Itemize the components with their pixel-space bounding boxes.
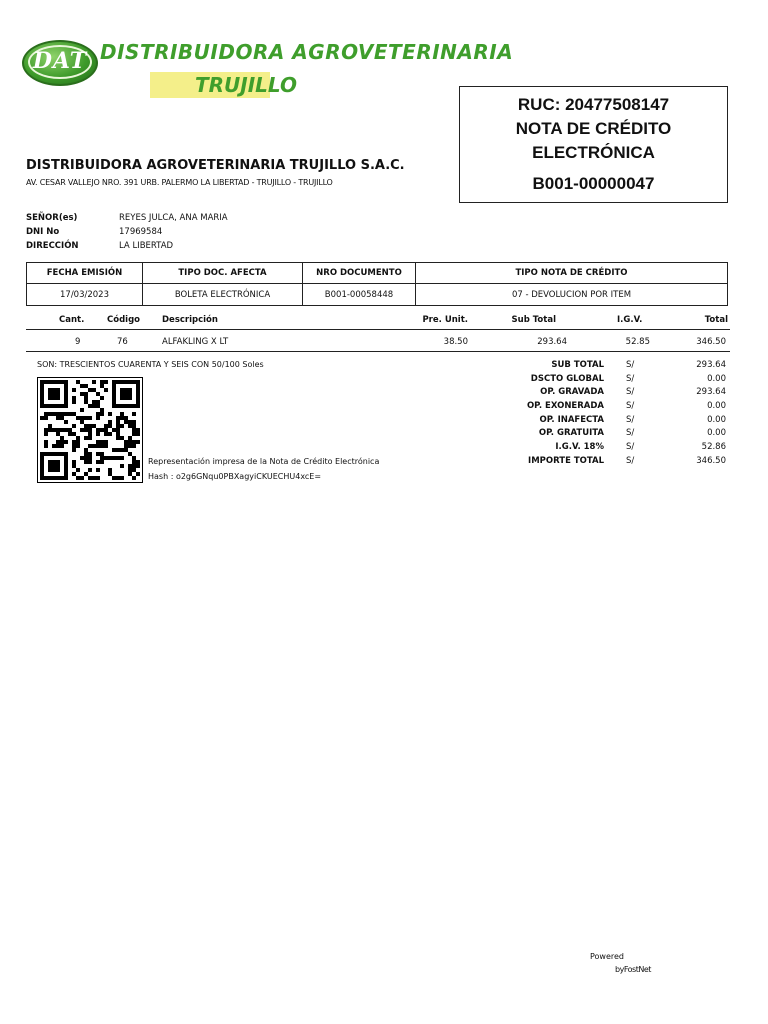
- col-header-igv: I.G.V.: [617, 315, 643, 325]
- total-label: DSCTO GLOBAL: [530, 374, 604, 384]
- ruc-number: RUC: 20477508147: [517, 95, 670, 114]
- total-currency: S/: [626, 360, 635, 370]
- table-header-cell: TIPO NOTA DE CRÉDITO: [515, 268, 628, 278]
- logo-badge-text: DAT: [32, 48, 88, 74]
- total-value: 0.00: [707, 374, 726, 384]
- item-unit-price: 38.50: [443, 337, 468, 347]
- total-currency: S/: [626, 428, 635, 438]
- document-reference-table: [26, 262, 728, 306]
- doc-type-line2: ELECTRÓNICA: [532, 143, 655, 162]
- powered-by-text: Powered: [590, 952, 625, 961]
- total-currency: S/: [626, 387, 635, 397]
- total-value: 293.64: [696, 387, 726, 397]
- item-qty: 9: [75, 337, 81, 347]
- item-code: 76: [117, 337, 128, 347]
- total-label: OP. INAFECTA: [539, 415, 604, 425]
- total-currency: S/: [626, 374, 635, 384]
- company-name: DISTRIBUIDORA AGROVETERINARIA TRUJILLO S.A.C.: [26, 158, 405, 173]
- total-label: OP. EXONERADA: [526, 401, 604, 411]
- document-hash: Hash : o2g6GNqu0PBXagyiCKUECHU4xcE=: [148, 472, 322, 481]
- table-header-cell: TIPO DOC. AFECTA: [143, 263, 303, 283]
- item-igv: 52.85: [625, 337, 650, 347]
- issue-date: 17/03/2023: [27, 284, 143, 305]
- total-label: SUB TOTAL: [551, 360, 604, 370]
- total-currency: S/: [626, 401, 635, 411]
- credit-note-type: 07 - DEVOLUCION POR ITEM: [511, 289, 632, 300]
- logo-text-line2: TRUJILLO: [195, 73, 297, 97]
- col-header-unit-price: Pre. Unit.: [422, 315, 468, 325]
- doc-type-line1: NOTA DE CRÉDITO: [515, 119, 672, 138]
- client-address: LA LIBERTAD: [119, 241, 174, 251]
- total-currency: S/: [626, 456, 635, 466]
- logo-text-line1: DISTRIBUIDORA AGROVETERINARIA: [100, 40, 514, 64]
- printed-representation-note: Representación impresa de la Nota de Crédito Electrónica: [148, 457, 380, 466]
- client-label: DIRECCIÓN: [26, 241, 79, 251]
- total-value: 293.64: [696, 360, 726, 370]
- qr-code: [37, 377, 143, 483]
- col-header-subtotal: Sub Total: [511, 315, 556, 325]
- total-value: 0.00: [707, 401, 726, 411]
- affected-doc-number: B001-00058448: [303, 284, 416, 305]
- table-header-cell: FECHA EMISIÓN: [27, 263, 143, 283]
- total-value: 52.86: [701, 442, 726, 452]
- item-description: ALFAKLING X LT: [162, 337, 229, 347]
- total-label: I.G.V. 18%: [555, 442, 604, 452]
- total-label: OP. GRATUITA: [538, 428, 604, 438]
- total-label: IMPORTE TOTAL: [528, 456, 604, 466]
- total-value: 0.00: [707, 428, 726, 438]
- client-label: SEÑOR(es): [26, 213, 78, 223]
- total-currency: S/: [626, 442, 635, 452]
- total-currency: S/: [626, 415, 635, 425]
- divider: [26, 329, 730, 330]
- total-value: 346.50: [696, 456, 726, 466]
- col-header-qty: Cant.: [59, 315, 85, 325]
- item-subtotal: 293.64: [537, 337, 567, 347]
- item-total: 346.50: [696, 337, 726, 347]
- client-label: DNI No: [26, 227, 60, 237]
- ruc-box: [459, 86, 728, 203]
- affected-doc-type: BOLETA ELECTRÓNICA: [143, 284, 303, 305]
- table-header-cell: NRO DOCUMENTO: [303, 263, 416, 283]
- amount-in-words: SON: TRESCIENTOS CUARENTA Y SEIS CON 50/100 Soles: [37, 360, 264, 369]
- company-address: AV. CESAR VALLEJO NRO. 391 URB. PALERMO LA LIBERTAD - TRUJILLO - TRUJILLO: [26, 178, 333, 187]
- table-header-row: [27, 263, 727, 284]
- total-value: 0.00: [707, 415, 726, 425]
- col-header-code: Código: [107, 315, 140, 325]
- col-header-description: Descripción: [162, 315, 218, 325]
- client-dni: 17969584: [119, 227, 163, 237]
- client-name: REYES JULCA, ANA MARIA: [119, 213, 228, 223]
- powered-by-brand: byFostNet: [615, 965, 651, 974]
- col-header-total: Total: [704, 315, 728, 325]
- table-row: [27, 284, 727, 305]
- qr-code-icon: [38, 378, 142, 482]
- divider: [26, 351, 730, 352]
- document-number: B001-00000047: [532, 174, 655, 193]
- total-label: OP. GRAVADA: [540, 387, 604, 397]
